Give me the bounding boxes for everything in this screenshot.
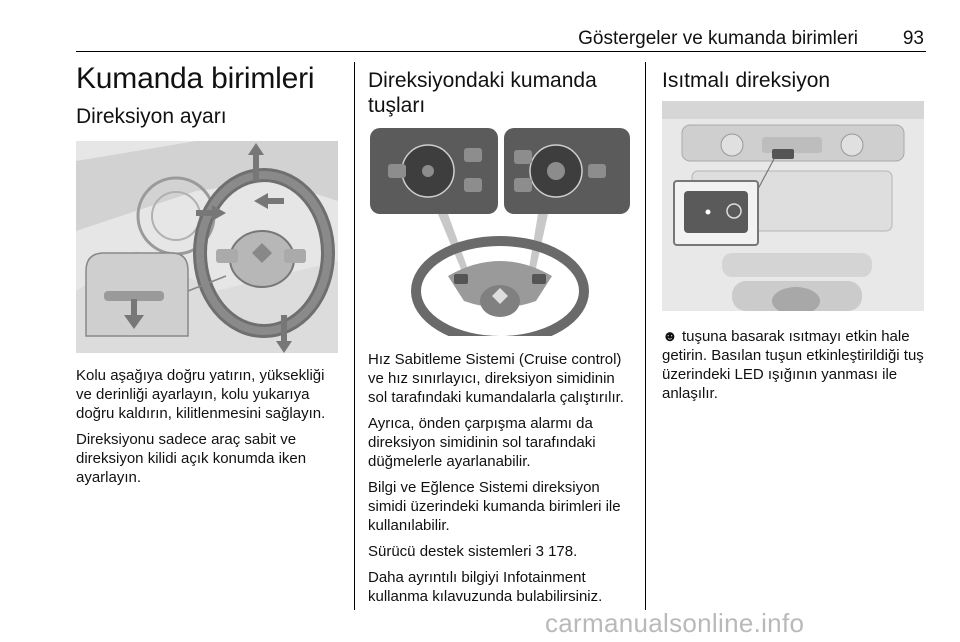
heated-steering-illustration	[662, 101, 924, 311]
column-steering-controls	[368, 68, 638, 118]
paragraph: Daha ayrıntılı bilgiyi Infotainment kullanma kılavuzunda bulabilirsiniz.	[368, 569, 603, 605]
running-header-title: Göstergeler ve kumanda birimleri	[578, 28, 858, 49]
section-title: Kumanda birimleri	[76, 62, 315, 95]
header-rule	[76, 51, 926, 52]
page-number: 93	[902, 28, 924, 49]
steering-adjust-illustration	[76, 141, 338, 353]
paragraph: ☻ tuşuna basarak ısıtmayı etkin hale getirin. Basılan tuşun etkinleştirildiği tuş üzerindeki LED ışığının yanması ile anlaşılır.	[662, 328, 924, 402]
steering-controls-illustration	[368, 126, 632, 336]
column-divider-2	[645, 62, 646, 610]
column-divider-1	[354, 62, 355, 610]
column-1-body	[76, 366, 344, 494]
column-3-body	[662, 327, 928, 410]
column-2-body	[368, 350, 638, 613]
paragraph: Ayrıca, önden çarpışma alarmı da direksiyon simidinin sol tarafındaki düğmelerle ayarlanabilir.	[368, 415, 596, 470]
paragraph: Direksiyonu sadece araç sabit ve direksiyon kilidi açık konumda iken ayarlayın.	[76, 431, 307, 486]
paragraph: Bilgi ve Eğlence Sistemi direksiyon simidi üzerindeki kumanda birimleri ile kullanılabilir.	[368, 479, 621, 534]
subsection-title: Direksiyon ayarı	[76, 105, 227, 128]
column-heated-steering	[662, 68, 924, 93]
paragraph: Hız Sabitleme Sistemi (Cruise control) ve hız sınırlayıcı, direksiyon simidinin sol tarafındaki kumandalarla çalıştırılır.	[368, 351, 624, 406]
section-title: Direksiyondaki kumanda tuşları	[368, 69, 597, 117]
column-steering-adjust	[76, 62, 344, 129]
watermark: carmanualsonline.info	[545, 608, 805, 638]
section-title: Isıtmalı direksiyon	[662, 69, 831, 92]
paragraph: Kolu aşağıya doğru yatırın, yüksekliği ve derinliği ayarlayın, kolu yukarıya doğru kaldırın, kilitlenmesini sağlayın.	[76, 367, 326, 422]
paragraph: Sürücü destek sistemleri 3 178.	[368, 543, 578, 560]
